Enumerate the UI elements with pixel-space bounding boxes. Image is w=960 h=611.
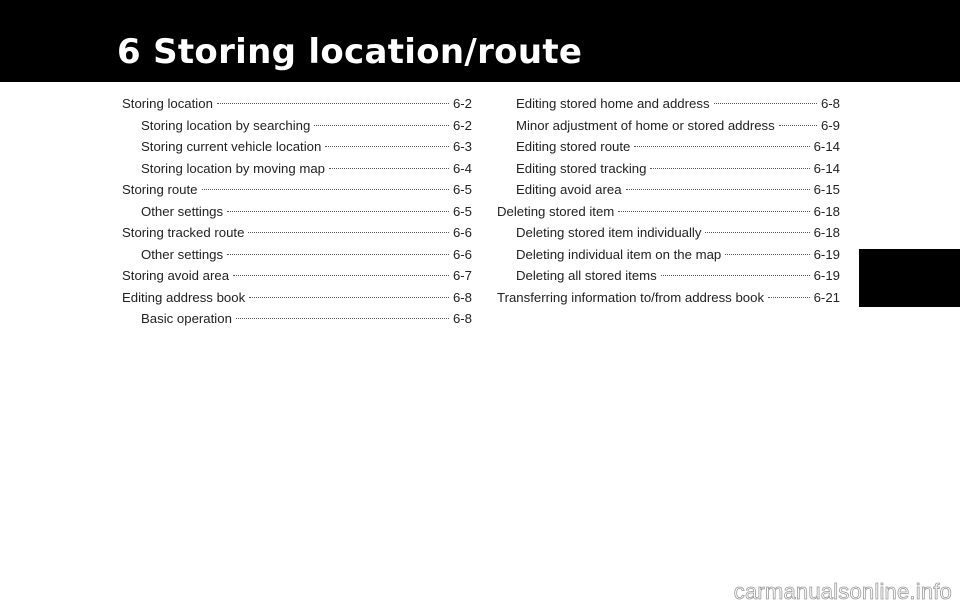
toc-entry[interactable]	[497, 158, 840, 180]
toc-dot-leader	[618, 211, 809, 212]
toc-entry-page: 6-14	[813, 139, 840, 154]
toc-entry-label: Editing stored home and address	[516, 96, 710, 111]
toc-entry[interactable]	[122, 136, 472, 158]
toc-entry[interactable]	[497, 287, 840, 309]
toc-entry-label: Basic operation	[141, 311, 232, 326]
toc-entry-page: 6-5	[452, 182, 472, 197]
toc-entry-label: Editing address book	[122, 289, 246, 305]
toc-entry-page: 6-19	[813, 246, 840, 262]
toc-dot-leader	[768, 297, 810, 298]
toc-dot-leader	[236, 318, 449, 319]
toc-entry[interactable]	[497, 179, 840, 201]
toc-left-column	[122, 93, 472, 330]
toc-dot-leader	[248, 232, 449, 233]
toc-entry-page: 6-8	[820, 96, 840, 111]
toc-entry[interactable]	[122, 158, 472, 180]
toc-entry[interactable]	[122, 201, 472, 223]
chapter-side-tab	[859, 249, 960, 307]
toc-entry[interactable]	[497, 115, 840, 137]
toc-entry[interactable]	[122, 265, 472, 287]
toc-entry-label: Storing route	[122, 182, 198, 197]
toc-entry[interactable]	[497, 201, 840, 223]
toc-dot-leader	[227, 254, 449, 255]
toc-entry-page: 6-3	[452, 139, 472, 154]
toc-dot-leader	[217, 103, 449, 104]
toc-entry[interactable]	[122, 287, 472, 309]
toc-entry[interactable]	[122, 222, 472, 244]
toc-right-column	[497, 93, 840, 308]
toc-dot-leader	[725, 254, 809, 255]
watermark-text: carmanualsonline.info	[733, 579, 952, 604]
toc-entry-page: 6-7	[452, 268, 472, 283]
toc-entry[interactable]	[497, 244, 840, 266]
toc-entry-label: Transferring information to/from address book	[497, 289, 765, 305]
toc-entry-page: 6-2	[452, 96, 472, 111]
toc-entry-label: Storing location	[122, 96, 213, 111]
toc-dot-leader	[779, 125, 817, 126]
toc-entry-label: Editing stored route	[516, 139, 631, 154]
toc-entry-label: Storing location by moving map	[141, 160, 325, 176]
toc-dot-leader	[714, 103, 817, 104]
toc-dot-leader	[233, 275, 449, 276]
toc-dot-leader	[325, 146, 449, 147]
toc-entry[interactable]	[497, 93, 840, 115]
toc-entry-label: Editing stored tracking	[516, 160, 647, 176]
toc-entry-label: Minor adjustment of home or stored address	[516, 117, 775, 133]
toc-entry-page: 6-9	[820, 117, 840, 133]
toc-dot-leader	[626, 189, 810, 190]
toc-entry-label: Deleting individual item on the map	[516, 246, 722, 262]
toc-entry[interactable]	[122, 93, 472, 115]
toc-entry-page: 6-2	[452, 117, 472, 133]
toc-dot-leader	[634, 146, 809, 147]
toc-entry[interactable]	[122, 115, 472, 137]
toc-entry-label: Other settings	[141, 203, 224, 219]
toc-entry-page: 6-5	[452, 203, 472, 219]
toc-entry-page: 6-6	[452, 246, 472, 262]
toc-dot-leader	[329, 168, 449, 169]
toc-entry-page: 6-14	[813, 160, 840, 176]
toc-entry-label: Other settings	[141, 246, 224, 262]
toc-entry-page: 6-4	[452, 160, 472, 176]
toc-entry-label: Deleting all stored items	[516, 268, 657, 283]
chapter-title: 6 Storing location/route	[117, 32, 583, 72]
toc-dot-leader	[650, 168, 809, 169]
toc-entry-page: 6-18	[813, 203, 840, 219]
toc-dot-leader	[705, 232, 809, 233]
toc-dot-leader	[202, 189, 449, 190]
toc-entry-page: 6-21	[813, 289, 840, 305]
toc-entry-page: 6-19	[813, 268, 840, 283]
toc-entry-page: 6-6	[452, 225, 472, 240]
toc-entry-label: Storing location by searching	[141, 117, 311, 133]
toc-entry-page: 6-18	[813, 225, 840, 240]
toc-entry[interactable]	[122, 308, 472, 330]
toc-entry[interactable]	[497, 265, 840, 287]
toc-dot-leader	[314, 125, 449, 126]
toc-entry[interactable]	[497, 136, 840, 158]
toc-entry[interactable]	[122, 244, 472, 266]
toc-entry-page: 6-8	[452, 289, 472, 305]
toc-entry-label: Storing current vehicle location	[141, 139, 322, 154]
toc-entry-label: Storing tracked route	[122, 225, 245, 240]
toc-dot-leader	[661, 275, 810, 276]
chapter-header-band	[0, 0, 960, 82]
toc-entry-page: 6-15	[813, 182, 840, 197]
toc-dot-leader	[227, 211, 449, 212]
toc-entry[interactable]	[497, 222, 840, 244]
toc-entry-label: Deleting stored item	[497, 203, 615, 219]
toc-entry[interactable]	[122, 179, 472, 201]
toc-entry-label: Deleting stored item individually	[516, 225, 702, 240]
toc-entry-label: Storing avoid area	[122, 268, 230, 283]
toc-dot-leader	[249, 297, 449, 298]
toc-entry-label: Editing avoid area	[516, 182, 622, 197]
toc-entry-page: 6-8	[452, 311, 472, 326]
